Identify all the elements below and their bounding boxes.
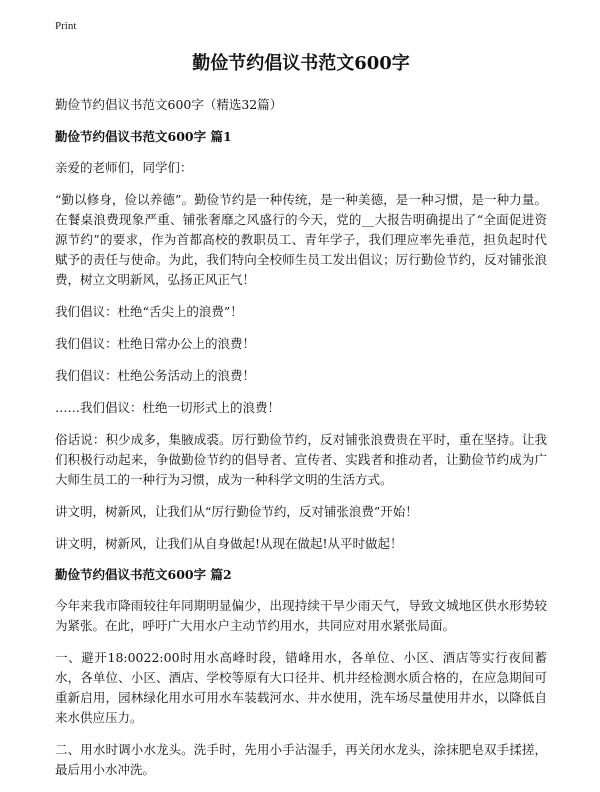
document-body: [55, 52, 547, 792]
section-heading: 勤俭节约倡议书范文600字 篇1: [55, 129, 232, 144]
paragraph: 我们倡议：杜绝公务活动上的浪费！: [55, 368, 256, 383]
paragraph: 我们倡议：杜绝“舌尖上的浪费”！: [55, 304, 243, 319]
paragraph: 二、用水时调小水龙头。洗手时，先用小手沾湿手，再关闭水龙头，涂抹肥皂双手揉搓，最后用小水冲洗。: [55, 742, 547, 777]
section-2: [55, 566, 547, 780]
print-link[interactable]: Print: [55, 20, 77, 32]
paragraph: 亲爱的老师们，同学们：: [55, 160, 193, 175]
paragraph: “勤以修身，俭以养德”。勤俭节约是一种传统，是一种美德，是一种习惯，是一种力量。在餐桌浪费现象严重、铺张奢靡之风盛行的今天，党的__大报告明确提出了“全面促进资源节约”的要求，作为首都高校的教职员工、青年学子，我们理应率先垂范，担负起时代赋予的责任与使命。为此，我们特向全校师生员工发出倡议；厉行勤俭节约，反对铺张浪费，树立文明新风，弘扬正风正气！: [55, 192, 547, 287]
page-title: 勤俭节约倡议书范文600字: [192, 53, 410, 74]
paragraph: 俗话说：积少成多，集腋成裘。厉行勤俭节约，反对铺张浪费贵在平时，重在坚持。让我们积极行动起来，争做勤俭节约的倡导者、宣传者、实践者和推动者，让勤俭节约成为广大师生员工的一种行为习惯，成为一种科学文明的生活方式。: [55, 432, 547, 487]
paragraph: 今年来我市降雨较往年同期明显偏少，出现持续干旱少雨天气，导致文城地区供水形势较为紧张。在此，呼吁广大用水户主动节约用水，共同应对用水紧张局面。: [55, 598, 547, 633]
document-subtitle: 勤俭节约倡议书范文600字（精选32篇）: [55, 97, 283, 112]
paragraph: 我们倡议：杜绝日常办公上的浪费！: [55, 336, 256, 351]
paragraph: 一、避开18:0022:00时用水高峰时段，错峰用水，各单位、小区、酒店等实行夜间蓄水，各单位、小区、酒店、学校等原有大口径井、机井经检测水质合格的，在应急期间可重新启用，园林绿化用水可用水车装载河水、井水使用，洗车场尽量使用井水，以降低自来水供应压力。: [55, 650, 547, 725]
paragraph: 讲文明，树新风，让我们从“厉行勤俭节约，反对铺张浪费”开始！: [55, 504, 418, 519]
paragraph: 讲文明，树新风，让我们从自身做起!从现在做起!从平时做起！: [55, 536, 403, 551]
section-1: [55, 128, 547, 554]
section-heading: 勤俭节约倡议书范文600字 篇2: [55, 567, 232, 582]
paragraph: ……我们倡议：杜绝一切形式上的浪费！: [55, 400, 281, 415]
